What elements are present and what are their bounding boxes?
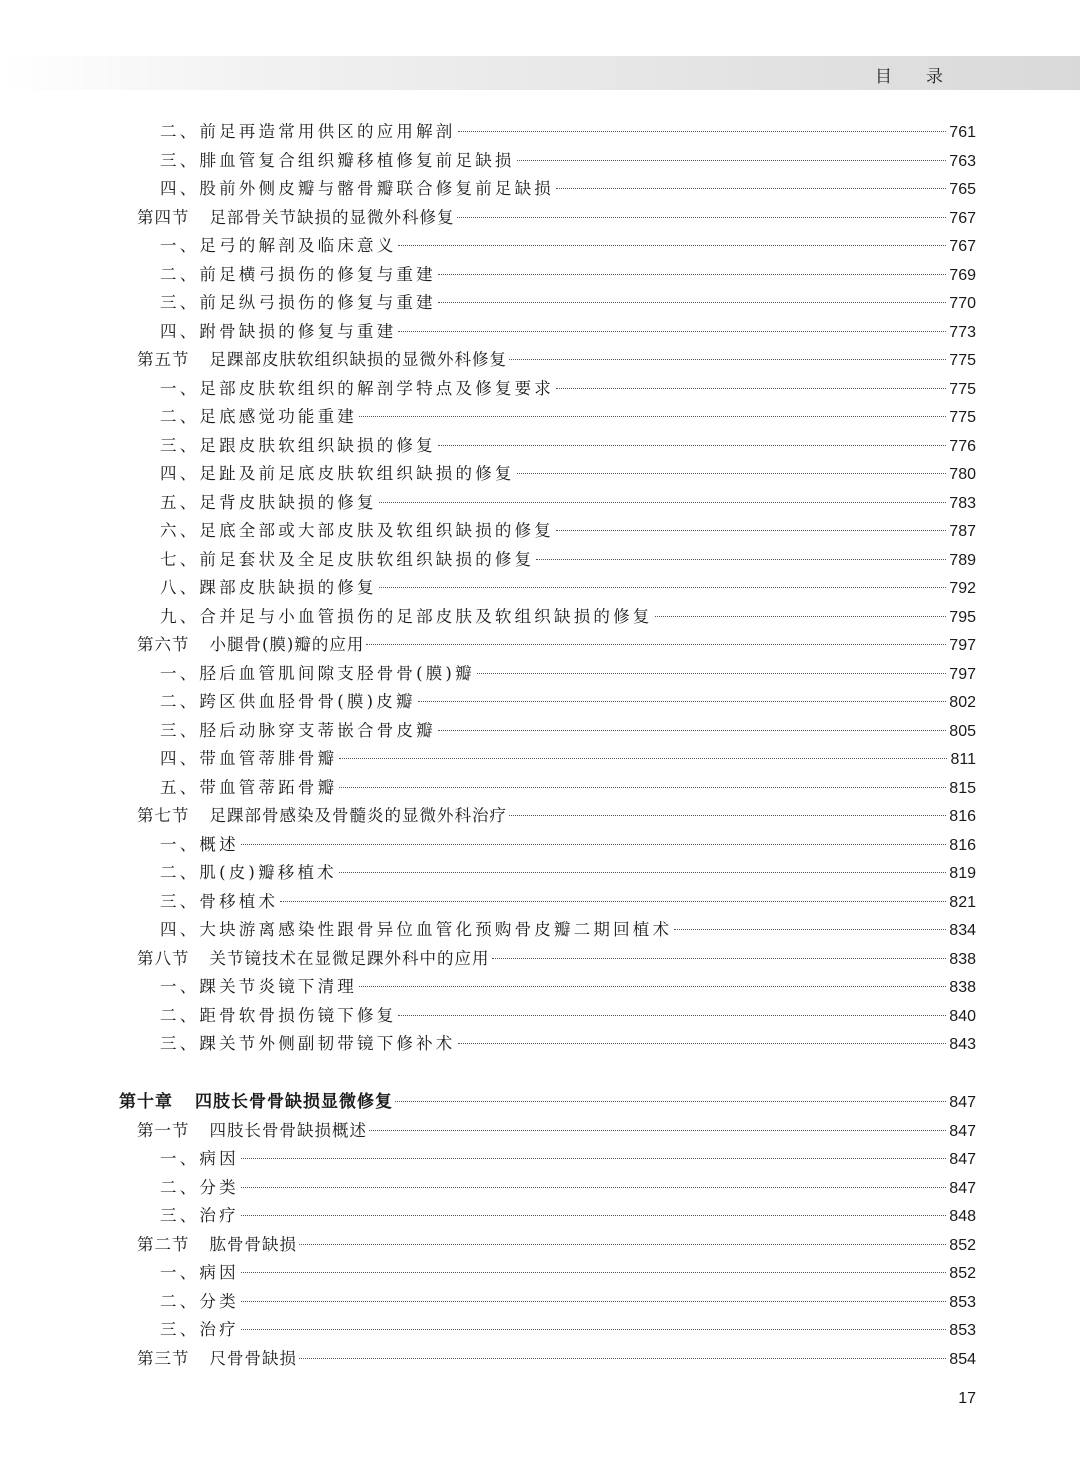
toc-entry-title: 三、踝关节外侧副韧带镜下修补术 — [160, 1034, 456, 1053]
toc-dot-leader — [280, 901, 946, 902]
toc-dot-leader — [418, 701, 947, 702]
toc-page-number: 847 — [949, 1122, 976, 1140]
toc-section-number: 第八节 — [137, 948, 190, 968]
toc-entry-label — [160, 831, 239, 859]
toc-entry-row — [160, 859, 976, 887]
toc-entry-row — [160, 1202, 976, 1230]
toc-entry-label — [160, 432, 436, 460]
toc-dot-leader — [398, 1015, 946, 1016]
toc-dot-leader — [339, 787, 946, 788]
toc-entry-title: 六、足底全部或大部皮肤及软组织缺损的修复 — [160, 521, 554, 540]
toc-entry-row — [160, 147, 976, 175]
toc-entry-row — [160, 261, 976, 289]
toc-dot-leader — [339, 758, 947, 759]
toc-entry-row — [160, 1145, 976, 1173]
toc-entry-label — [160, 774, 337, 802]
toc-entry-label — [160, 916, 672, 944]
toc-entry-label — [160, 1316, 239, 1344]
toc-entry-row — [160, 688, 976, 716]
toc-entry-row — [160, 175, 976, 203]
toc-page-number: 765 — [949, 181, 976, 198]
toc-chapter-label — [119, 1088, 393, 1116]
toc-entry-label — [160, 1030, 456, 1058]
toc-dot-leader — [438, 445, 946, 446]
toc-page-number: 840 — [949, 1007, 976, 1025]
toc-section-title: 尺骨骨缺损 — [209, 1348, 297, 1368]
toc-dot-leader — [458, 1043, 947, 1044]
toc-dot-leader — [241, 1329, 946, 1330]
toc-dot-leader — [398, 331, 946, 332]
toc-section-row — [137, 1345, 976, 1373]
toc-dot-leader — [536, 559, 946, 560]
toc-dot-leader — [359, 986, 946, 987]
toc-entry-title: 三、足跟皮肤软组织缺损的修复 — [160, 435, 436, 455]
toc-entry-row — [160, 375, 976, 403]
toc-entry-label — [160, 1145, 239, 1173]
toc-entry-title: 一、病因 — [160, 1149, 239, 1168]
toc-page-number: 838 — [949, 950, 976, 968]
toc-page-number: 769 — [949, 266, 976, 284]
toc-page-number: 767 — [949, 209, 976, 227]
toc-dot-leader — [556, 530, 946, 531]
toc-entry-title: 三、腓血管复合组织瓣移植修复前足缺损 — [160, 150, 515, 170]
toc-entry-row — [160, 660, 976, 688]
toc-page-number: 770 — [949, 295, 976, 312]
toc-entry-label — [160, 517, 554, 545]
toc-entry-row — [160, 517, 976, 545]
toc-page-number: 775 — [949, 409, 976, 426]
toc-entry-label — [160, 375, 554, 403]
toc-entry-row — [160, 460, 976, 488]
toc-dot-leader — [241, 1187, 946, 1188]
toc-chapter-number: 第十章 — [119, 1092, 173, 1112]
toc-entry-row — [160, 973, 976, 1001]
toc-page-number: 816 — [949, 808, 976, 825]
toc-entry-label — [160, 888, 278, 916]
toc-page-number: 852 — [949, 1236, 976, 1254]
toc-entry-title: 三、前足纵弓损伤的修复与重建 — [160, 293, 436, 312]
toc-section-title: 足踝部皮肤软组织缺损的显微外科修复 — [209, 350, 507, 369]
toc-section-row — [137, 631, 976, 659]
toc-entry-title: 二、肌(皮)瓣移植术 — [160, 863, 337, 882]
toc-entry-title: 四、股前外侧皮瓣与髂骨瓣联合修复前足缺损 — [160, 179, 554, 198]
toc-page-number: 821 — [949, 893, 976, 911]
header-title: 目录 — [875, 67, 977, 87]
toc-dot-leader — [339, 872, 946, 873]
toc-entry-label — [160, 1259, 239, 1287]
toc-dot-leader — [299, 1244, 946, 1245]
toc-dot-leader — [369, 1130, 946, 1131]
toc-section-row — [137, 346, 976, 374]
toc-section-title: 关节镜技术在显微足踝外科中的应用 — [209, 948, 490, 968]
toc-section-row — [137, 204, 976, 232]
toc-entry-title: 三、治疗 — [160, 1206, 239, 1225]
toc-dot-leader — [395, 1101, 946, 1102]
toc-page-number: 761 — [949, 124, 976, 141]
toc-entry-label — [160, 688, 416, 716]
toc-page-number: 787 — [949, 523, 976, 540]
toc-entry-label — [160, 574, 377, 602]
toc-dot-leader — [241, 1215, 946, 1216]
toc-page-number: 789 — [949, 551, 976, 569]
toc-dot-leader — [556, 388, 946, 389]
toc-dot-leader — [517, 160, 947, 161]
toc-entry-title: 二、分类 — [160, 1291, 239, 1311]
toc-entry-label — [160, 603, 653, 631]
toc-section-label — [137, 1231, 297, 1259]
toc-section-label — [137, 204, 455, 232]
toc-page-number: 819 — [949, 865, 976, 882]
toc-entry-label — [160, 489, 377, 517]
toc-entry-row — [160, 1288, 976, 1316]
toc-section-label — [137, 1345, 297, 1373]
toc-entry-row — [160, 118, 976, 146]
toc-entry-row — [160, 489, 976, 517]
toc-entry-title: 二、距骨软骨损伤镜下修复 — [160, 1005, 397, 1025]
toc-section-title: 四肢长骨骨缺损概述 — [209, 1120, 367, 1140]
toc-entry-row — [160, 574, 976, 602]
toc-entry-title: 四、带血管蒂腓骨瓣 — [160, 749, 338, 768]
toc-section-row — [137, 1231, 976, 1259]
toc-entry-title: 三、治疗 — [160, 1320, 239, 1339]
toc-dot-leader — [457, 217, 947, 218]
toc-entry-label — [160, 147, 515, 175]
toc-page-number: 773 — [949, 323, 976, 341]
toc-section-number: 第五节 — [137, 350, 190, 369]
toc-page-number: 763 — [949, 152, 976, 170]
toc-section-label — [137, 945, 490, 973]
toc-dot-leader — [241, 1158, 946, 1159]
toc-dot-leader — [438, 730, 946, 731]
toc-dot-leader — [241, 1272, 946, 1273]
toc-entry-label — [160, 232, 396, 260]
toc-page-number: 853 — [949, 1322, 976, 1339]
toc-page-number: 847 — [949, 1179, 976, 1197]
toc-page-number: 775 — [949, 352, 976, 369]
toc-section-title: 足踝部骨感染及骨髓炎的显微外科治疗 — [209, 806, 507, 825]
toc-section-row — [137, 802, 976, 830]
toc-page-number: 811 — [950, 751, 976, 768]
toc-dot-leader — [241, 844, 946, 845]
toc-page-number: 792 — [949, 580, 976, 597]
toc-entry-label — [160, 289, 436, 317]
toc-entry-title: 三、胫后动脉穿支蒂嵌合骨皮瓣 — [160, 720, 436, 740]
toc-section-number: 第四节 — [137, 207, 190, 227]
toc-section-number: 第三节 — [137, 1348, 190, 1368]
toc-section-label — [137, 802, 507, 830]
toc-section-number: 第七节 — [137, 806, 190, 825]
toc-dot-leader — [438, 302, 946, 303]
toc-dot-leader — [398, 245, 946, 246]
toc-entry-label — [160, 1174, 239, 1202]
toc-page-number: 775 — [949, 380, 976, 398]
toc-page-number: 795 — [949, 608, 976, 626]
toc-entry-title: 二、前足横弓损伤的修复与重建 — [160, 264, 436, 284]
toc-section-label — [137, 346, 507, 374]
toc-dot-leader — [366, 644, 946, 645]
toc-entry-label — [160, 717, 436, 745]
toc-page-number: 847 — [949, 1151, 976, 1168]
toc-dot-leader — [674, 929, 946, 930]
toc-page-number: 838 — [949, 979, 976, 996]
toc-entry-label — [160, 403, 357, 431]
toc-section-number: 第二节 — [137, 1234, 190, 1254]
toc-dot-leader — [359, 416, 946, 417]
toc-entry-row — [160, 403, 976, 431]
toc-entry-label — [160, 261, 436, 289]
toc-dot-leader — [438, 274, 946, 275]
toc-entry-row — [160, 1316, 976, 1344]
toc-entry-title: 四、跗骨缺损的修复与重建 — [160, 321, 397, 341]
toc-section-label — [137, 1117, 367, 1145]
toc-entry-title: 二、分类 — [160, 1177, 239, 1197]
toc-entry-label — [160, 118, 456, 146]
toc-section-row — [137, 945, 976, 973]
toc-page-number: 847 — [949, 1094, 976, 1111]
toc-section-title: 足部骨关节缺损的显微外科修复 — [209, 207, 455, 227]
toc-entry-title: 五、带血管蒂跖骨瓣 — [160, 777, 338, 797]
toc-page-number: 797 — [949, 637, 976, 654]
toc-entry-label — [160, 460, 515, 488]
toc-page-number: 853 — [949, 1293, 976, 1311]
toc-entry-label — [160, 1202, 239, 1230]
toc-entry-title: 二、跨区供血胫骨骨(膜)皮瓣 — [160, 692, 416, 711]
toc-entry-label — [160, 175, 554, 203]
toc-dot-leader — [492, 958, 947, 959]
toc-entry-title: 一、病因 — [160, 1263, 239, 1282]
toc-entry-title: 一、概述 — [160, 834, 239, 854]
toc-entry-row — [160, 774, 976, 802]
toc-entry-row — [160, 1030, 976, 1058]
toc-section-title: 肱骨骨缺损 — [209, 1234, 297, 1254]
toc-entry-row — [160, 745, 976, 773]
toc-entry-row — [160, 1259, 976, 1287]
toc-dot-leader — [299, 1358, 946, 1359]
toc-dot-leader — [458, 131, 947, 132]
toc-chapter-row — [119, 1088, 976, 1116]
toc-entry-label — [160, 1288, 239, 1316]
toc-dot-leader — [556, 188, 946, 189]
toc-entry-title: 二、前足再造常用供区的应用解剖 — [160, 122, 456, 141]
toc-entry-title: 二、足底感觉功能重建 — [160, 407, 357, 426]
toc-entry-label — [160, 318, 396, 346]
toc-entry-label — [160, 973, 357, 1001]
toc-page-number: 815 — [949, 779, 976, 797]
toc-entry-label — [160, 745, 337, 773]
toc-page-number: 834 — [949, 922, 976, 939]
toc-section-title: 小腿骨(膜)瓣的应用 — [209, 635, 365, 654]
toc-page-number: 802 — [949, 694, 976, 711]
toc-entry-row — [160, 1002, 976, 1030]
page-number: 17 — [958, 1390, 976, 1407]
toc-page-number: 780 — [949, 466, 976, 483]
toc-dot-leader — [509, 359, 946, 360]
toc-entry-row — [160, 888, 976, 916]
toc-entry-title: 一、踝关节炎镜下清理 — [160, 977, 357, 996]
toc-dot-leader — [379, 587, 947, 588]
toc-entry-title: 三、骨移植术 — [160, 891, 279, 911]
toc-entry-row — [160, 546, 976, 574]
toc-page-number: 767 — [949, 238, 976, 255]
toc-dot-leader — [477, 673, 947, 674]
toc-entry-row — [160, 318, 976, 346]
toc-dot-leader — [517, 473, 947, 474]
toc-entry-title: 五、足背皮肤缺损的修复 — [160, 492, 377, 512]
toc-page-number: 776 — [949, 437, 976, 455]
toc-entry-label — [160, 546, 534, 574]
toc-entry-title: 八、踝部皮肤缺损的修复 — [160, 578, 377, 597]
toc-entry-row — [160, 916, 976, 944]
toc-entry-title: 四、足趾及前足底皮肤软组织缺损的修复 — [160, 464, 515, 483]
toc-page-number: 783 — [949, 494, 976, 512]
toc-entry-title: 七、前足套状及全足皮肤软组织缺损的修复 — [160, 549, 535, 569]
toc-page-number: 843 — [949, 1036, 976, 1053]
toc-entry-row — [160, 289, 976, 317]
toc-dot-leader — [509, 815, 946, 816]
toc-page-number: 816 — [949, 836, 976, 854]
toc-entry-row — [160, 432, 976, 460]
toc-entry-title: 九、合并足与小血管损伤的足部皮肤及软组织缺损的修复 — [160, 606, 653, 626]
toc-dot-leader — [379, 502, 947, 503]
toc-page-number: 852 — [949, 1265, 976, 1282]
toc-entry-row — [160, 232, 976, 260]
toc-entry-row — [160, 603, 976, 631]
toc-dot-leader — [241, 1301, 946, 1302]
toc-section-row — [137, 1117, 976, 1145]
toc-chapter-title: 四肢长骨骨缺损显微修复 — [195, 1092, 393, 1112]
toc-section-number: 第一节 — [137, 1120, 190, 1140]
toc-entry-row — [160, 831, 976, 859]
toc-entry-title: 一、足部皮肤软组织的解剖学特点及修复要求 — [160, 378, 554, 398]
toc-dot-leader — [655, 616, 947, 617]
toc-entry-label — [160, 1002, 396, 1030]
toc-page-number: 797 — [949, 665, 976, 683]
toc-entry-row — [160, 1174, 976, 1202]
toc-section-label — [137, 631, 364, 659]
toc-page-number: 854 — [949, 1350, 976, 1368]
toc-section-number: 第六节 — [137, 635, 190, 654]
toc-entry-title: 四、大块游离感染性跟骨异位血管化预购骨皮瓣二期回植术 — [160, 920, 673, 939]
toc-entry-row — [160, 717, 976, 745]
toc-entry-title: 一、胫后血管肌间隙支胫骨骨(膜)瓣 — [160, 663, 475, 683]
toc-entry-label — [160, 859, 337, 887]
toc-entry-title: 一、足弓的解剖及临床意义 — [160, 236, 397, 255]
toc-entry-label — [160, 660, 475, 688]
toc-page-number: 848 — [949, 1208, 976, 1225]
toc-page-number: 805 — [949, 722, 976, 740]
